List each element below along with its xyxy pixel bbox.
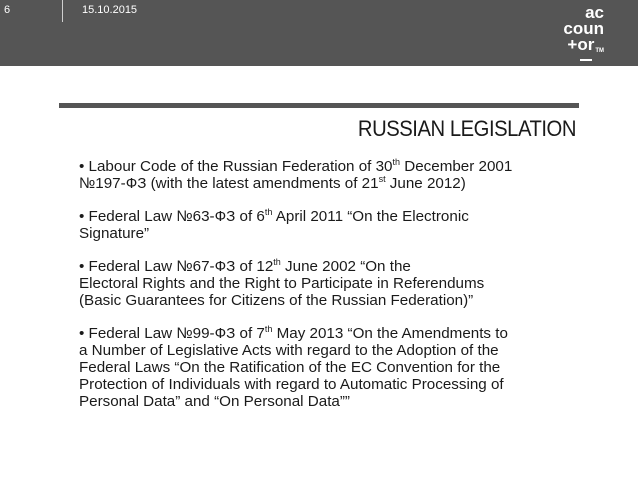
bullet-item-1 [79, 158, 579, 192]
bullet-line [79, 225, 579, 242]
title-rule [59, 103, 579, 108]
bullet-line [79, 376, 579, 393]
line-text: • Labour Code of the Russian Federation of 30 [79, 158, 393, 175]
bullet-line [79, 359, 579, 376]
logo-line-2: coun [563, 19, 604, 38]
slide-date: 15.10.2015 [82, 4, 138, 16]
line-sup: th [264, 207, 273, 217]
line-text: April 2011 “On the Electronic [272, 208, 469, 225]
bullet-item-3 [79, 258, 579, 309]
logo-line-1: ac [585, 3, 604, 22]
line-text: Personal Data” and “On Personal Data”” [79, 393, 350, 410]
logo-trademark: TM [595, 48, 604, 54]
bullet-line [79, 158, 579, 175]
bullet-line [79, 275, 579, 292]
slide-number: 6 [4, 4, 11, 16]
header-bar [0, 0, 638, 66]
line-sup: th [264, 324, 273, 334]
bullet-line [79, 393, 579, 410]
line-text: Signature” [79, 225, 150, 242]
bullet-list [79, 158, 579, 426]
line-text: №197-ФЗ (with the latest amendments of 21 [79, 175, 379, 192]
line-text: (Basic Guarantees for Citizens of the Russian Federation)” [79, 292, 474, 309]
header-divider [62, 0, 63, 22]
line-text: June 2002 “On the [280, 258, 411, 275]
bullet-line [79, 208, 579, 225]
line-sup: th [392, 157, 401, 167]
bullet-line [79, 292, 579, 309]
line-text: • Federal Law №67-ФЗ of 12 [79, 258, 274, 275]
bullet-line [79, 258, 579, 275]
line-text: June 2012) [385, 175, 466, 192]
slide-title: RUSSIAN LEGISLATION [357, 116, 576, 141]
bullet-line [79, 342, 579, 359]
logo-line-3 [546, 37, 604, 53]
line-sup: th [273, 257, 281, 267]
line-sup: st [378, 174, 386, 184]
bullet-item-4 [79, 325, 579, 410]
line-text: Protection of Individuals with regard to Automatic Processing of [79, 376, 504, 393]
line-text: • Federal Law №63-ФЗ of 6 [79, 208, 265, 225]
line-text: May 2013 “On the Amendments to [272, 325, 508, 342]
logo-line-3-text: +or [567, 35, 595, 54]
bullet-line [79, 175, 579, 192]
line-text: a Number of Legislative Acts with regard to the Adoption of the [79, 342, 499, 359]
line-text: December 2001 [400, 158, 513, 175]
line-text: Federal Laws “On the Ratification of the EC Convention for the [79, 359, 501, 376]
accountor-logo [546, 5, 604, 61]
bullet-item-2 [79, 208, 579, 242]
bullet-line [79, 325, 579, 342]
logo-underline [580, 59, 592, 61]
line-text: Electoral Rights and the Right to Participate in Referendums [79, 275, 485, 292]
line-text: • Federal Law №99-ФЗ of 7 [79, 325, 265, 342]
